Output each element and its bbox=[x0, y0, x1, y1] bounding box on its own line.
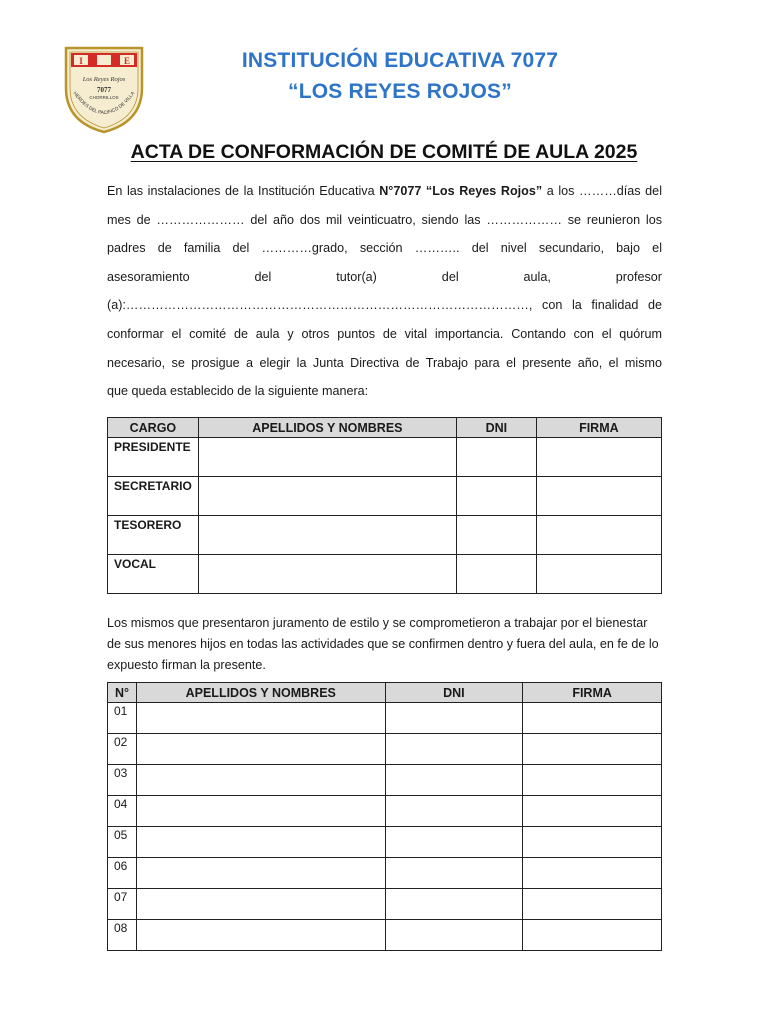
body-line-4: asesoramiento del tutor(a) del aula, profesor bbox=[107, 269, 662, 284]
signature-cell[interactable] bbox=[523, 734, 662, 765]
dni-cell[interactable] bbox=[456, 438, 536, 477]
row-number: 02 bbox=[108, 734, 137, 765]
name-cell[interactable] bbox=[136, 734, 385, 765]
signatures-table-header bbox=[108, 683, 662, 703]
dni-cell[interactable] bbox=[385, 796, 523, 827]
signature-cell[interactable] bbox=[536, 516, 661, 555]
row-label: PRESIDENTE bbox=[108, 438, 199, 477]
name-cell[interactable] bbox=[198, 438, 456, 477]
name-cell[interactable] bbox=[198, 555, 456, 594]
table-row bbox=[108, 827, 662, 858]
table-row bbox=[108, 765, 662, 796]
table-row bbox=[108, 438, 662, 477]
signature-cell[interactable] bbox=[523, 796, 662, 827]
dni-cell[interactable] bbox=[385, 858, 523, 889]
row-label: SECRETARIO bbox=[108, 477, 199, 516]
body-line-1c: a los ………días del bbox=[542, 184, 662, 198]
dni-cell[interactable] bbox=[385, 920, 523, 951]
name-cell[interactable] bbox=[136, 889, 385, 920]
header-dni: DNI bbox=[456, 418, 536, 438]
body-line-7: necesario, se prosigue a elegir la Junta Directiva de Trabajo para el presente año, el mismo bbox=[107, 355, 662, 370]
body-line-8: que queda establecido de la siguiente manera: bbox=[107, 384, 369, 399]
table-row bbox=[108, 920, 662, 951]
table-row bbox=[108, 555, 662, 594]
institution-name: INSTITUCIÓN EDUCATIVA 7077 bbox=[241, 49, 559, 72]
header-dni: DNI bbox=[385, 683, 523, 703]
logo-number: 7077 bbox=[97, 86, 111, 94]
logo-arc-text: HEROES DEL PACIFICO DE VILLA bbox=[71, 91, 137, 117]
header-cargo: CARGO bbox=[108, 418, 199, 438]
name-cell[interactable] bbox=[198, 477, 456, 516]
row-number: 01 bbox=[108, 703, 137, 734]
name-cell[interactable] bbox=[136, 796, 385, 827]
table-row bbox=[108, 516, 662, 555]
closing-paragraph bbox=[107, 613, 667, 676]
dni-cell[interactable] bbox=[385, 703, 523, 734]
logo-motto: Los Reyes Rojos bbox=[82, 76, 126, 83]
name-cell[interactable] bbox=[136, 703, 385, 734]
signature-cell[interactable] bbox=[523, 858, 662, 889]
signatures-table bbox=[107, 682, 662, 951]
name-cell[interactable] bbox=[136, 827, 385, 858]
row-label: TESORERO bbox=[108, 516, 199, 555]
dni-cell[interactable] bbox=[456, 555, 536, 594]
acta-body-paragraph bbox=[107, 177, 662, 406]
row-number: 07 bbox=[108, 889, 137, 920]
body-line-6: conformar el comité de aula y otros puntos de vital importancia. Contando con el quórum bbox=[107, 326, 662, 341]
table-row bbox=[108, 477, 662, 516]
header-number: N° bbox=[108, 683, 137, 703]
table-row bbox=[108, 796, 662, 827]
logo-district: CHORRILLOS bbox=[89, 95, 119, 100]
header-apellidos-nombres: APELLIDOS Y NOMBRES bbox=[136, 683, 385, 703]
row-number: 06 bbox=[108, 858, 137, 889]
logo-letter-i: I bbox=[79, 56, 83, 66]
name-cell[interactable] bbox=[136, 858, 385, 889]
closing-line-2: de sus menores hijos en todas las actividades que se confirmen dentro y fuera del aula, en fe de lo bbox=[107, 637, 659, 651]
dni-cell[interactable] bbox=[456, 516, 536, 555]
dni-cell[interactable] bbox=[385, 765, 523, 796]
body-line-1 bbox=[107, 177, 662, 206]
school-logo bbox=[62, 42, 146, 134]
name-cell[interactable] bbox=[136, 765, 385, 796]
row-label: VOCAL bbox=[108, 555, 199, 594]
row-number: 08 bbox=[108, 920, 137, 951]
closing-line-3: expuesto firman la presente. bbox=[107, 658, 266, 672]
dni-cell[interactable] bbox=[456, 477, 536, 516]
document-title bbox=[100, 141, 668, 164]
row-number: 03 bbox=[108, 765, 137, 796]
signature-cell[interactable] bbox=[536, 555, 661, 594]
body-line-1a: En las instalaciones de la Institución Educativa bbox=[107, 184, 380, 198]
table-row bbox=[108, 889, 662, 920]
signature-cell[interactable] bbox=[523, 889, 662, 920]
header-apellidos-nombres: APELLIDOS Y NOMBRES bbox=[198, 418, 456, 438]
header-firma: FIRMA bbox=[523, 683, 662, 703]
table-row bbox=[108, 703, 662, 734]
signature-cell[interactable] bbox=[536, 477, 661, 516]
logo-letter-e: E bbox=[123, 56, 131, 66]
school-reference: N°7077 “Los Reyes Rojos” bbox=[379, 184, 543, 198]
signature-cell[interactable] bbox=[523, 827, 662, 858]
body-line-2: mes de ………………… del año dos mil veinticuatro, siendo las ……………… se reunieron los bbox=[107, 212, 662, 227]
dni-cell[interactable] bbox=[385, 734, 523, 765]
institution-subtitle: “LOS REYES ROJOS” bbox=[288, 80, 512, 103]
signature-cell[interactable] bbox=[523, 920, 662, 951]
name-cell[interactable] bbox=[136, 920, 385, 951]
committee-table-header bbox=[108, 418, 662, 438]
dni-cell[interactable] bbox=[385, 827, 523, 858]
signature-cell[interactable] bbox=[536, 438, 661, 477]
signature-cell[interactable] bbox=[523, 703, 662, 734]
committee-table bbox=[107, 417, 662, 594]
closing-line-1: Los mismos que presentaron juramento de estilo y se comprometieron a trabajar por el bienestar bbox=[107, 616, 648, 630]
name-cell[interactable] bbox=[198, 516, 456, 555]
body-line-3: padres de familia del …………grado, sección ……….. del nivel secundario, bajo el bbox=[107, 241, 662, 256]
table-row bbox=[108, 734, 662, 765]
body-line-5: (a):……………………………………………………………………………………, con la finalidad de bbox=[107, 298, 662, 313]
dni-cell[interactable] bbox=[385, 889, 523, 920]
document-title-text: ACTA DE CONFORMACIÓN DE COMITÉ DE AULA 2025 bbox=[130, 141, 638, 163]
header-firma: FIRMA bbox=[536, 418, 661, 438]
row-number: 04 bbox=[108, 796, 137, 827]
row-number: 05 bbox=[108, 827, 137, 858]
table-row bbox=[108, 858, 662, 889]
signature-cell[interactable] bbox=[523, 765, 662, 796]
